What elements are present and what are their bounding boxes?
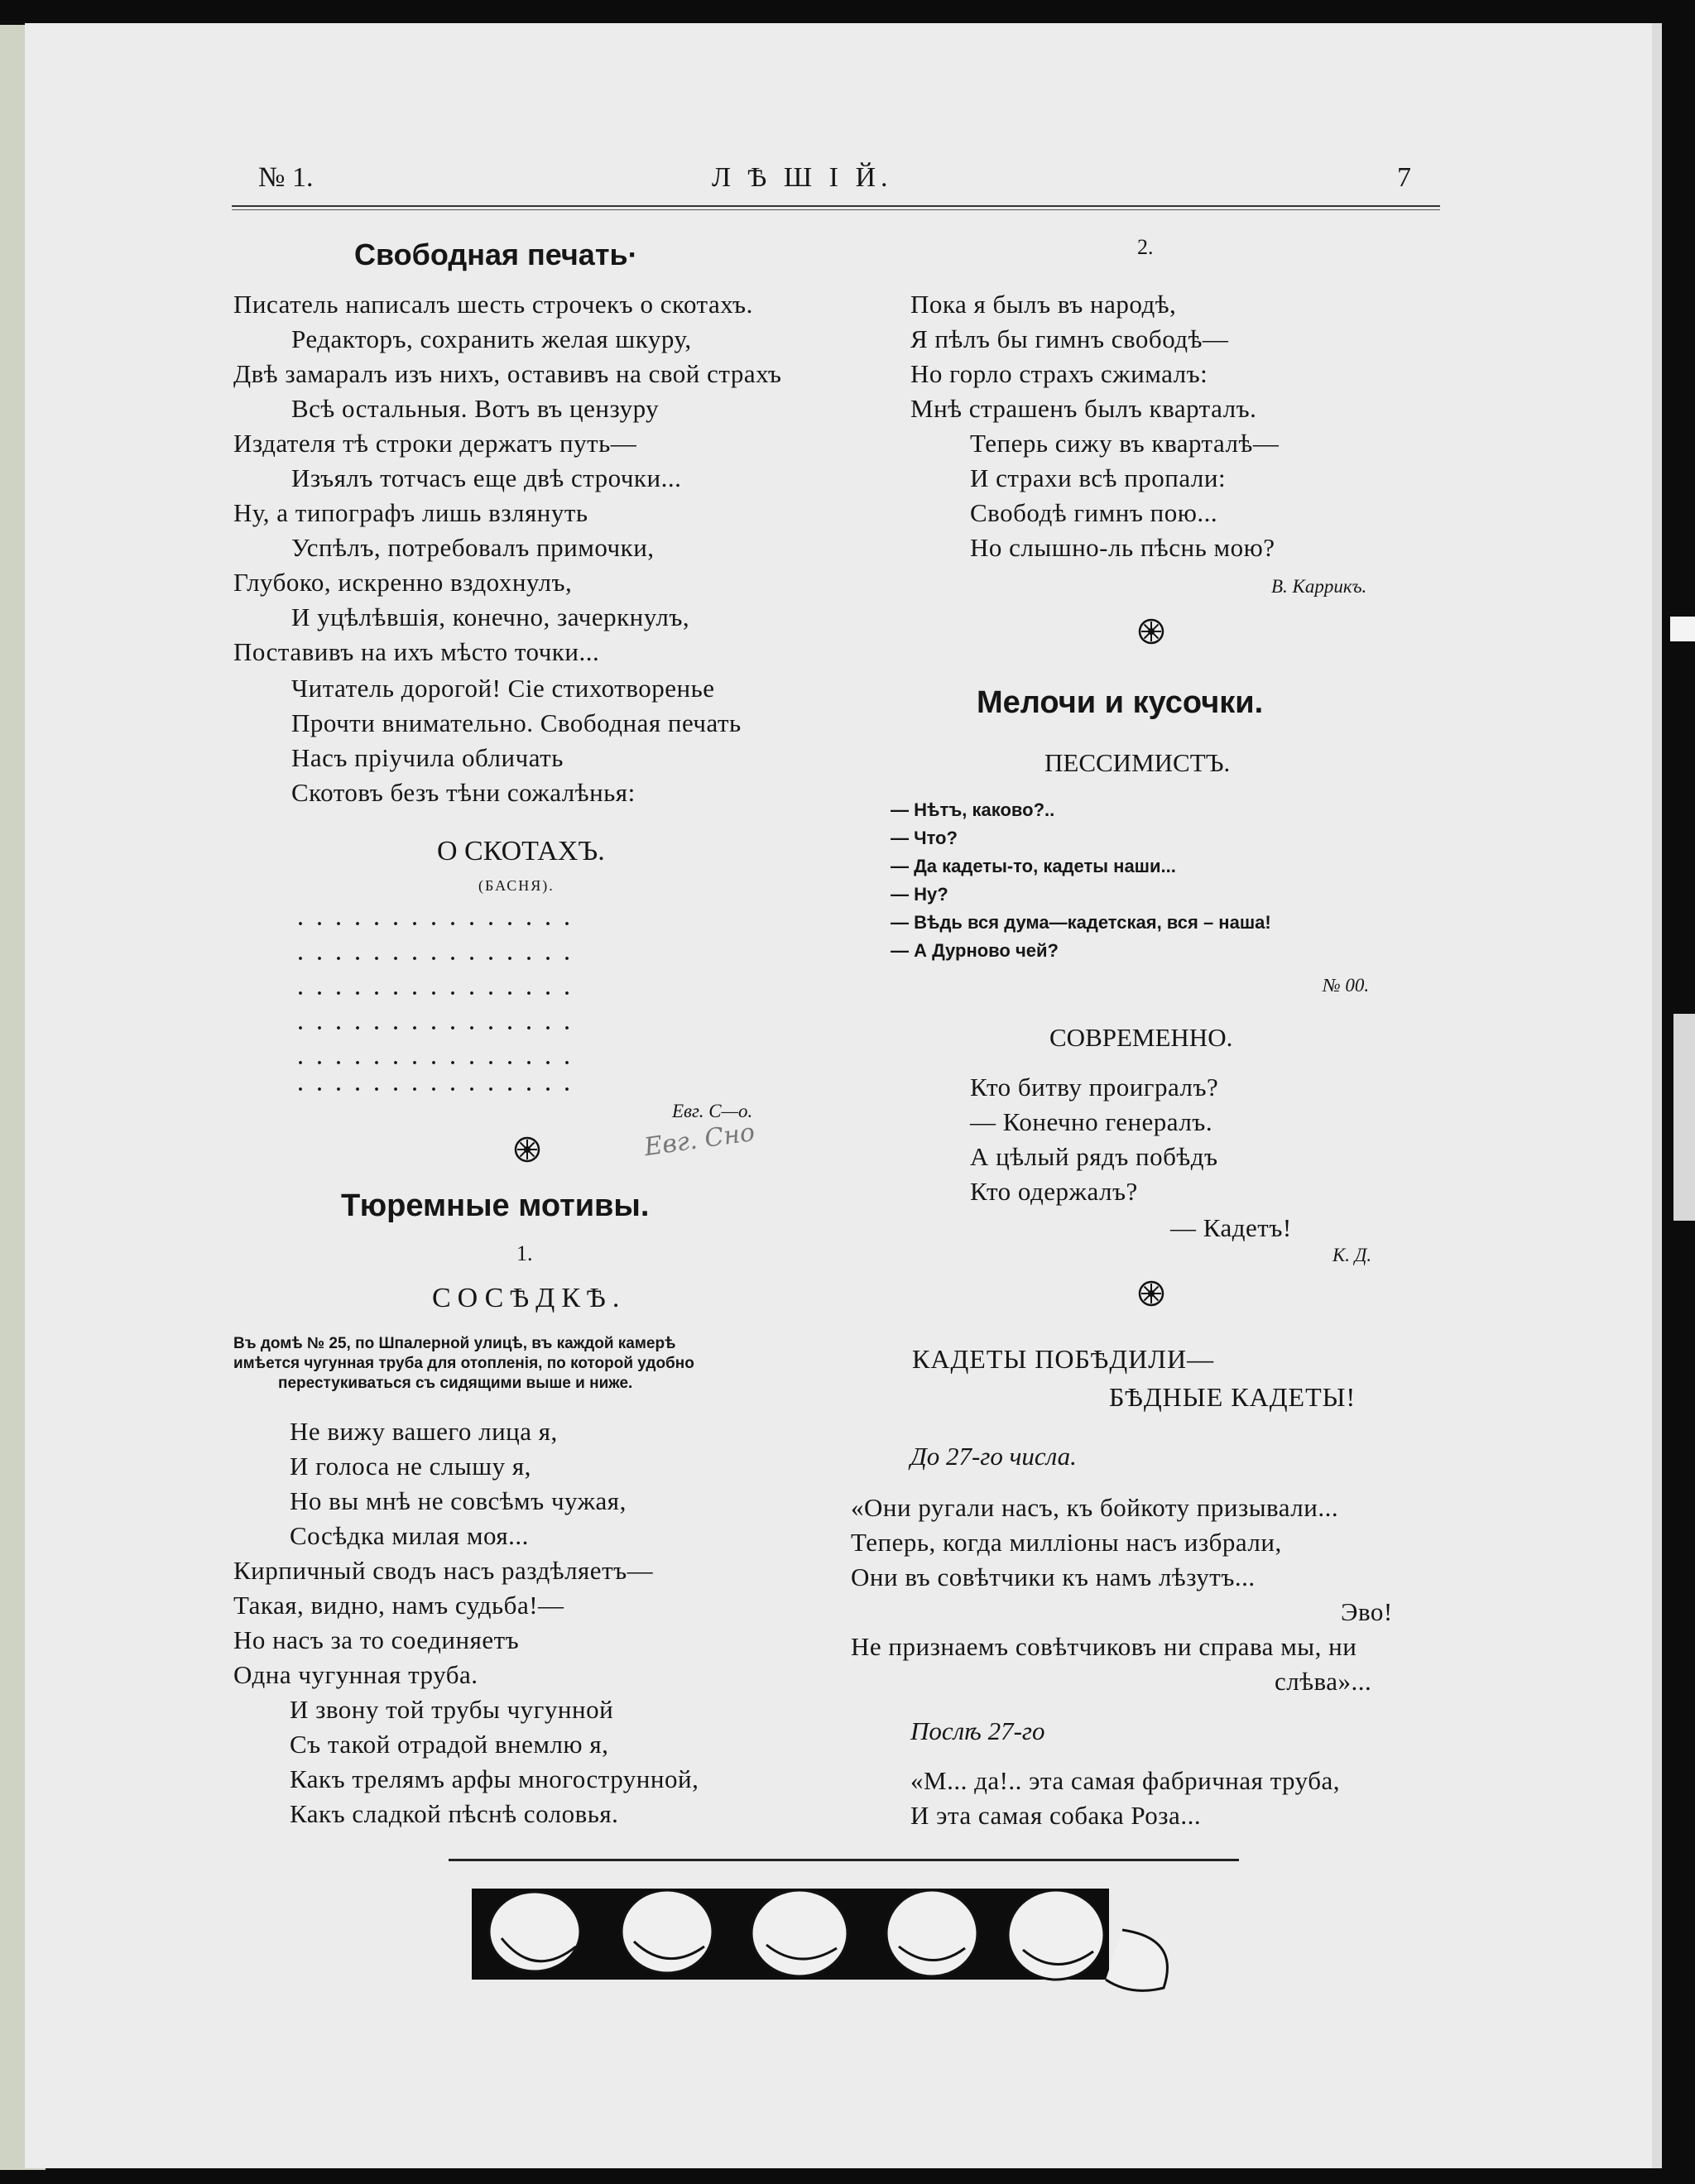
header-rule: [232, 205, 1440, 207]
poem1-title: Свободная печать·: [354, 238, 638, 271]
cadets-title-line1: КАДЕТЫ ПОБѢДИЛИ—: [912, 1344, 1215, 1374]
modern-title: СОВРЕМЕННО.: [1049, 1023, 1233, 1052]
epigraph-line: имѣется чугунная труба для отопленія, по которой удобно: [233, 1355, 694, 1372]
issue-number: № 1.: [258, 162, 314, 193]
section-prison-motifs-title: Тюремные мотивы.: [341, 1188, 650, 1223]
before-label: До 27-го числа.: [910, 1442, 1077, 1471]
fable-subtitle: (БАСНЯ).: [478, 877, 555, 894]
poem-line: Глубоко, искренно вздохнулъ,: [233, 568, 573, 597]
poem-line: Свободѣ гимнъ пою...: [970, 498, 1218, 527]
prose-line: Теперь, когда милліоны насъ избрали,: [851, 1528, 1282, 1557]
page-edge-right: [1652, 23, 1662, 2168]
dialogue-line: — Вѣдь вся дума—кадетская, вся – наша!: [891, 912, 1271, 933]
poem-line: Я пѣлъ бы гимнъ свободѣ—: [910, 324, 1229, 353]
section-number: 1.: [516, 1241, 533, 1265]
censored-dots-row: ...............: [298, 978, 583, 1000]
caricature-illustration: [468, 1880, 1213, 2004]
censored-dots-row: ...............: [298, 943, 583, 965]
poem-line: И страхи всѣ пропали:: [970, 463, 1227, 492]
index-tab: [1670, 617, 1695, 641]
poem-line: Читатель дорогой! Сіе стихотворенье: [291, 674, 715, 703]
dialogue-line: — А Дурново чей?: [891, 940, 1059, 961]
censored-dots-row: ...............: [298, 1013, 583, 1034]
poem-line: Но насъ за то соединяетъ: [233, 1625, 520, 1654]
poem-line: И звону той трубы чугунной: [290, 1695, 614, 1724]
pessimist-title: ПЕССИМИСТЪ.: [1044, 748, 1231, 777]
signature-evg: Евг. С—о.: [672, 1101, 753, 1121]
signature-kd: К. Д.: [1332, 1245, 1372, 1265]
poem-line: Но вы мнѣ не совсѣмъ чужая,: [290, 1486, 627, 1515]
poem-line: Съ такой отрадой внемлю я,: [290, 1730, 609, 1759]
prose-line: слѣва»...: [1275, 1667, 1372, 1696]
poem-line: — Кадетъ!: [1170, 1213, 1292, 1242]
epigraph-line: Въ домѣ № 25, по Шпалерной улицѣ, въ каждой камерѣ: [233, 1335, 676, 1352]
poem-line: Изъялъ тотчасъ еще двѣ строчки...: [291, 463, 682, 492]
dialogue-line: — Что?: [891, 828, 958, 848]
poem-line: Пока я былъ въ народѣ,: [910, 290, 1177, 319]
prose-line: Не признаемъ совѣтчиковъ ни справа мы, ни: [851, 1632, 1357, 1661]
poem-line: И голоса не слышу я,: [290, 1452, 531, 1481]
signature-karrik: В. Каррикъ.: [1271, 576, 1367, 597]
prose-line: Эво!: [1341, 1597, 1393, 1626]
section-trifles-title: Мелочи и кусочки.: [977, 685, 1264, 720]
bottom-rule: [449, 1859, 1239, 1861]
poem-line: И уцѣлѣвшія, конечно, зачеркнулъ,: [291, 602, 690, 631]
fable-title: О СКОТАХЪ.: [437, 836, 605, 866]
poem-line: Поставивъ на ихъ мѣсто точки...: [233, 637, 600, 666]
poem-line: Редакторъ, сохранить желая шкуру,: [291, 324, 692, 353]
poem-line: Писатель написалъ шесть строчекъ о скотахъ.: [233, 290, 753, 319]
poem-line: Насъ пріучила обличать: [291, 743, 564, 772]
censored-dots-row: ...............: [298, 909, 583, 930]
caricature-head: [622, 1890, 713, 1973]
caricature-head: [751, 1890, 848, 1976]
page-number: 7: [1397, 162, 1411, 193]
caricature-head: [886, 1890, 977, 1976]
poem-line: Не вижу вашего лица я,: [290, 1417, 558, 1446]
poem-line: Издателя тѣ строки держатъ путь—: [233, 429, 637, 458]
poem-line: Сосѣдка милая моя...: [290, 1521, 529, 1550]
poem-line: Скотовъ безъ тѣни сожалѣнья:: [291, 778, 636, 807]
poem-line: Какъ сладкой пѣснѣ соловья.: [290, 1799, 619, 1828]
header-rule-thin: [232, 209, 1440, 210]
poem-line: Одна чугунная труба.: [233, 1660, 478, 1689]
ornament-icon: [1137, 617, 1165, 646]
poem-line: Но горло страхъ сжималъ:: [910, 359, 1208, 388]
poem-line: Двѣ замаралъ изъ нихъ, оставивъ на свой страхъ: [233, 359, 782, 388]
prose-line: И эта самая собака Роза...: [910, 1801, 1202, 1830]
ornament-icon: [1137, 1279, 1165, 1308]
page: [25, 23, 1652, 2168]
poem-line: Какъ трелямъ арфы многострунной,: [290, 1764, 699, 1793]
censored-dots-row: ...............: [298, 1074, 583, 1096]
dialogue-line: — Нѣтъ, каково?..: [891, 799, 1055, 820]
dialogue-line: — Да кадеты-то, кадеты наши...: [891, 856, 1176, 876]
signature-00: № 00.: [1323, 975, 1370, 996]
cadets-title-line2: БѢДНЫЕ КАДЕТЫ!: [1109, 1382, 1356, 1412]
poem-line: Прочти внимательно. Свободная печать: [291, 708, 742, 737]
prose-line: «М... да!.. эта самая фабричная труба,: [910, 1766, 1341, 1795]
poem-line: Мнѣ страшенъ былъ кварталъ.: [910, 394, 1257, 423]
epigraph-line: перестукиваться съ сидящими выше и ниже.: [278, 1375, 633, 1392]
poem-line: Всѣ остальныя. Вотъ въ цензуру: [291, 394, 660, 423]
poem2-title: СОСѢДКѢ.: [432, 1283, 627, 1313]
ornament-icon: [513, 1135, 541, 1164]
censored-dots-row: ...............: [298, 1048, 583, 1069]
index-tab-lower: [1673, 1014, 1695, 1221]
poem-line: А цѣлый рядъ побѣдъ: [970, 1142, 1218, 1171]
handwritten-note: Евг. Сно: [642, 1117, 757, 1163]
poem-line: Успѣлъ, потребовалъ примочки,: [291, 533, 655, 562]
prose-line: Они въ совѣтчики къ намъ лѣзутъ...: [851, 1562, 1256, 1591]
poem-line: Но слышно-ль пѣснь мою?: [970, 533, 1275, 562]
poem-line: Ну, а типографъ лишь взлянуть: [233, 498, 588, 527]
journal-title: Л Ѣ Ш І Й.: [712, 162, 893, 193]
poem-line: Такая, видно, намъ судьба!—: [233, 1591, 564, 1620]
caricature-head: [489, 1892, 580, 1971]
prose-line: «Они ругали насъ, къ бойкоту призывали...: [851, 1493, 1339, 1522]
poem-line: — Конечно генералъ.: [970, 1107, 1213, 1136]
poem-line: Теперь сижу въ кварталѣ—: [970, 429, 1280, 458]
poem-line: Кто одержалъ?: [970, 1177, 1138, 1206]
poem-line: Кто битву проигралъ?: [970, 1073, 1219, 1102]
after-label: Послѣ 27-го: [910, 1716, 1045, 1745]
part-number: 2.: [1137, 235, 1154, 259]
poem-line: Кирпичный сводъ насъ раздѣляетъ—: [233, 1556, 654, 1585]
dialogue-line: — Ну?: [891, 884, 948, 905]
